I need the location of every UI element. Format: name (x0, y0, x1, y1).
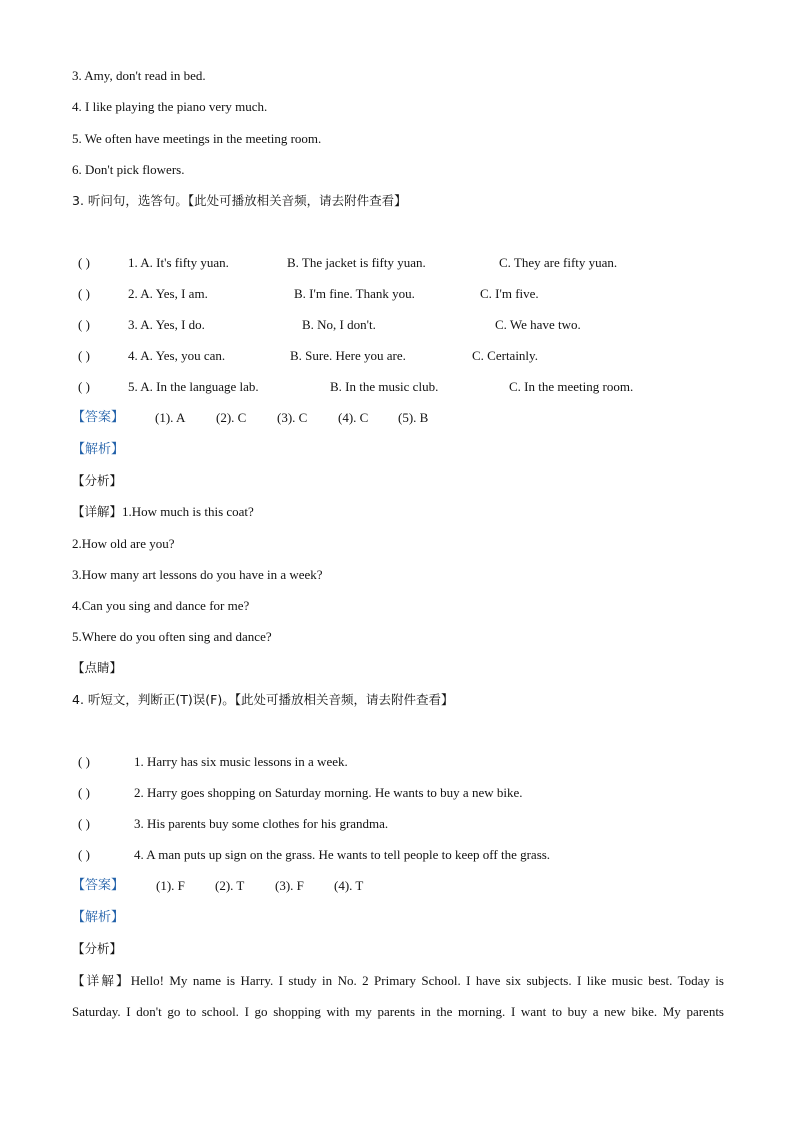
sentence-4: 4. I like playing the piano very much. (72, 99, 268, 114)
option-c: C. They are fifty yuan. (499, 255, 618, 270)
option-b: B. No, I don't. (302, 317, 376, 332)
section-3-heading: 3. 听问句，选答句。【此处可播放相关音频，请去附件查看】 (72, 193, 407, 208)
option-a: 3. A. Yes, I do. (128, 317, 205, 332)
answer-value: (3). F (275, 878, 304, 893)
option-a: 4. A. Yes, you can. (128, 348, 226, 363)
answer-value: (2). T (215, 878, 245, 893)
answer-blank[interactable]: ( ) (78, 348, 90, 363)
option-a: 2. A. Yes, I am. (128, 286, 208, 301)
answer-value: (4). T (334, 878, 364, 893)
answer-line (72, 409, 572, 427)
detail-line: 5.Where do you often sing and dance? (72, 629, 272, 644)
statement: 1. Harry has six music lessons in a week. (134, 754, 348, 769)
question-row (72, 316, 722, 334)
detail-line: 4.Can you sing and dance for me? (72, 598, 250, 613)
answer-blank[interactable]: ( ) (78, 754, 90, 769)
detail-text: Saturday. I don't go to school. I go shopping with my parents in the morning. I want to buy a new bike. My parents (72, 1004, 724, 1019)
answer-value: (3). C (277, 410, 308, 425)
question-row (72, 347, 722, 365)
answer-value: (5). B (398, 410, 429, 425)
question-row (72, 285, 722, 303)
option-a: 5. A. In the language lab. (128, 379, 259, 394)
answer-blank[interactable]: ( ) (78, 255, 90, 270)
detail-line (72, 503, 254, 521)
answer-tag: 【答案】 (72, 410, 125, 425)
tf-row (72, 815, 722, 833)
detail-text: 1.How much is this coat? (122, 504, 254, 519)
option-c: C. Certainly. (472, 348, 538, 363)
question-row (72, 378, 722, 396)
detail-line: 2.How old are you? (72, 536, 175, 551)
option-c: C. We have two. (495, 317, 581, 332)
option-c: C. In the meeting room. (509, 379, 634, 394)
option-a: 1. A. It's fifty yuan. (128, 255, 229, 270)
detail-tag: 【详解】 (72, 504, 123, 519)
question-row (72, 254, 722, 272)
answer-value: (1). A (155, 410, 186, 425)
analysis-tag: 【解析】 (72, 442, 125, 457)
option-b: B. I'm fine. Thank you. (294, 286, 415, 301)
fenxi-tag: 【分析】 (72, 473, 123, 488)
tf-row (72, 753, 722, 771)
statement: 4. A man puts up sign on the grass. He wants to tell people to keep off the grass. (134, 847, 551, 862)
fenxi-tag: 【分析】 (72, 941, 123, 956)
answer-value: (4). C (338, 410, 369, 425)
sentence-6: 6. Don't pick flowers. (72, 162, 185, 177)
tf-row (72, 784, 722, 802)
detail-paragraph (72, 965, 724, 1027)
section-4-heading: 4. 听短文，判断正(T)误(F)。【此处可播放相关音频，请去附件查看】 (72, 692, 454, 707)
answer-blank[interactable]: ( ) (78, 379, 90, 394)
answer-tag: 【答案】 (72, 878, 125, 893)
option-c: C. I'm five. (480, 286, 539, 301)
answer-blank[interactable]: ( ) (78, 286, 90, 301)
answer-blank[interactable]: ( ) (78, 816, 90, 831)
option-b: B. Sure. Here you are. (290, 348, 406, 363)
statement: 2. Harry goes shopping on Saturday morning. He wants to buy a new bike. (134, 785, 523, 800)
option-b: B. The jacket is fifty yuan. (287, 255, 426, 270)
answer-blank[interactable]: ( ) (78, 847, 90, 862)
tf-row (72, 846, 722, 864)
detail-tag: 【详解】 (72, 973, 131, 988)
answer-value: (1). F (156, 878, 185, 893)
sentence-3: 3. Amy, don't read in bed. (72, 68, 206, 83)
analysis-tag: 【解析】 (72, 910, 125, 925)
answer-blank[interactable]: ( ) (78, 785, 90, 800)
answer-line (72, 877, 472, 895)
dianjing-tag: 【点睛】 (72, 660, 123, 675)
answer-blank[interactable]: ( ) (78, 317, 90, 332)
sentence-5: 5. We often have meetings in the meeting room. (72, 131, 322, 146)
answer-value: (2). C (216, 410, 247, 425)
detail-line: 3.How many art lessons do you have in a week? (72, 567, 323, 582)
detail-text: Hello! My name is Harry. I study in No. 2 Primary School. I have six subjects. I like music best. Today is (130, 973, 724, 988)
statement: 3. His parents buy some clothes for his grandma. (134, 816, 389, 831)
option-b: B. In the music club. (330, 379, 439, 394)
